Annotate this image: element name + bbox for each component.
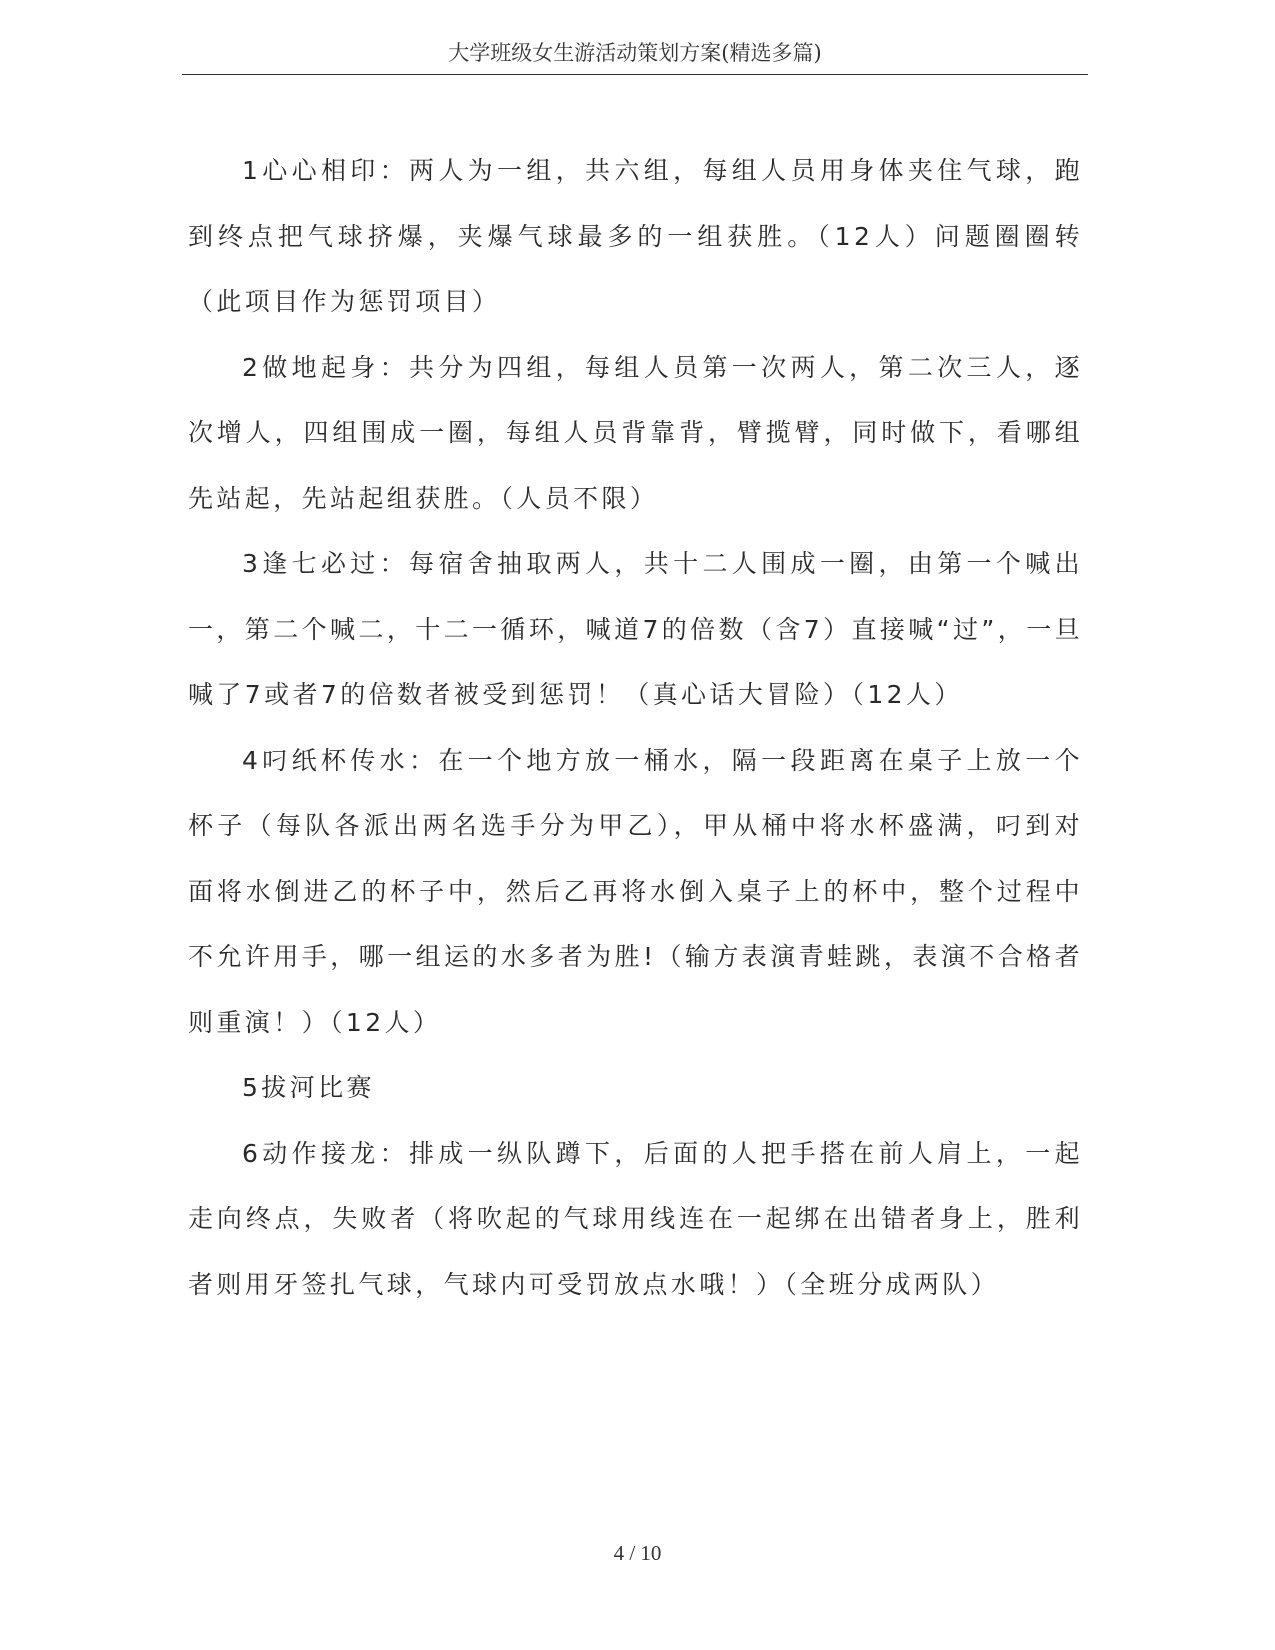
page-footer [0,1538,1275,1568]
paragraph-4-diaozhibeichuanshui: 4叼纸杯传水：在一个地方放一桶水，隔一段距离在桌子上放一个杯子（每队各派出两名选手分为甲乙），甲从桶中将水杯盛满，叼到对面将水倒进乙的杯子中，然后乙再将水倒入桌子上的杯中，整个过程中不允许用手，哪一组运的水多者为胜!（输方表演青蛙跳，表演不合格者则重演！）（12人） [188,745,1083,1037]
paragraph-5-baheb-isai: 5拔河比赛 [242,1073,375,1102]
paragraph-3-fengqibiguo: 3逢七必过：每宿舍抽取两人，共十二人围成一圈，由第一个喊出一，第二个喊二，十二一循环，喊道7的倍数（含7）直接喊“过”，一旦喊了7或者7的倍数者被受到惩罚！（真心话大冒险）（12人） [188,549,1083,709]
paragraph-2-zuodiqishen: 2做地起身：共分为四组，每组人员第一次两人，第二次三人，逐次增人，四组围成一圈，每组人员背靠背，臂揽臂，同时做下，看哪组先站起，先站起组获胜。（人员不限） [188,352,1083,513]
page-number: 4 / 10 [613,1541,662,1565]
paragraph-6-dongzuojielong: 6动作接龙：排成一纵队蹲下，后面的人把手搭在前人肩上，一起走向终点，失败者（将吹起的气球用线连在一起绑在出错者身上，胜利者则用牙签扎气球，气球内可受罚放点水哦！）（全班分成两队） [188,1138,1083,1299]
document-body [188,138,1083,1317]
paragraph-1-xinxinxiangyin: 1心心相印：两人为一组，共六组，每组人员用身体夹住气球，跑到终点把气球挤爆，夹爆气球最多的一组获胜。（12人）问题圈圈转（此项目作为惩罚项目） [188,156,1083,316]
page-header [182,38,1088,75]
document-title: 大学班级女生游活动策划方案(精选多篇) [448,41,822,65]
